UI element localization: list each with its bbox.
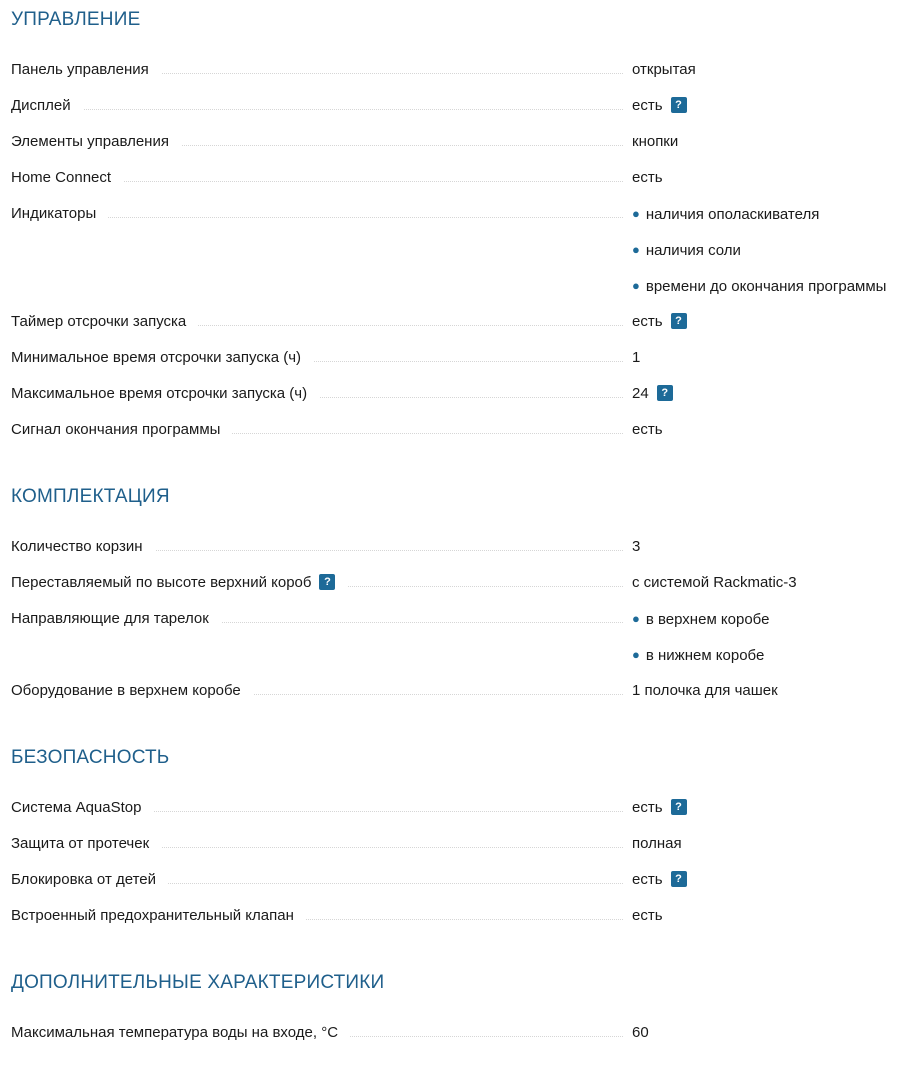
spec-label: Переставляемый по высоте верхний короб: [11, 574, 312, 591]
spec-label: Количество корзин: [11, 538, 155, 555]
spec-row-controls: [11, 130, 903, 154]
spec-label: Дисплей: [11, 97, 83, 114]
spec-value: есть: [632, 169, 663, 186]
bullet-icon: ●: [632, 242, 640, 257]
section-title-control: УПРАВЛЕНИЕ: [11, 9, 141, 30]
spec-value: есть: [632, 907, 663, 924]
spec-row-plate-guides: [11, 607, 903, 631]
help-icon[interactable]: ?: [657, 385, 673, 401]
spec-label: Защита от протечек: [11, 835, 161, 852]
bullet-icon: ●: [632, 278, 640, 293]
spec-value: есть: [632, 313, 663, 330]
spec-row-baskets: [11, 535, 903, 559]
bullet-icon: ●: [632, 647, 640, 662]
spec-label: Направляющие для тарелок: [11, 610, 221, 627]
bullet-icon: ●: [632, 206, 640, 221]
spec-label: Система AquaStop: [11, 799, 153, 816]
section-title-safety: БЕЗОПАСНОСТЬ: [11, 747, 170, 768]
spec-value: кнопки: [632, 133, 679, 150]
spec-value: наличия соли: [645, 242, 741, 259]
spec-row-aquastop: [11, 796, 903, 820]
spec-label: Home Connect: [11, 169, 123, 186]
spec-value: полная: [632, 835, 682, 852]
help-icon[interactable]: ?: [671, 799, 687, 815]
spec-row-max-delay: [11, 382, 903, 406]
spec-row-safety-valve: [11, 904, 903, 928]
section-title-extra: ДОПОЛНИТЕЛЬНЫЕ ХАРАКТЕРИСТИКИ: [11, 972, 385, 993]
spec-label: Элементы управления: [11, 133, 181, 150]
spec-value: в верхнем коробе: [645, 611, 770, 628]
spec-label: Максимальная температура воды на входе, °C: [11, 1024, 350, 1041]
spec-label: Максимальное время отсрочки запуска (ч): [11, 385, 319, 402]
spec-value: есть: [632, 871, 663, 888]
spec-value: времени до окончания программы: [645, 278, 887, 295]
spec-row-child-lock: [11, 868, 903, 892]
spec-row-indicators-cont: [11, 274, 903, 298]
help-icon[interactable]: ?: [671, 97, 687, 113]
help-icon[interactable]: ?: [671, 313, 687, 329]
spec-row-upper-rack-equipment: [11, 679, 903, 703]
help-icon[interactable]: ?: [671, 871, 687, 887]
spec-row-plate-guides-cont: [11, 643, 903, 667]
help-icon[interactable]: ?: [319, 574, 335, 590]
spec-row-home-connect: [11, 166, 903, 190]
spec-label: Таймер отсрочки запуска: [11, 313, 198, 330]
spec-label: Сигнал окончания программы: [11, 421, 232, 438]
spec-label: Панель управления: [11, 61, 161, 78]
spec-row-leak-protection: [11, 832, 903, 856]
spec-row-delay-timer: [11, 310, 903, 334]
spec-row-max-inlet-temp: [11, 1021, 903, 1045]
bullet-icon: ●: [632, 611, 640, 626]
spec-row-min-delay: [11, 346, 903, 370]
spec-value: наличия ополаскивателя: [645, 206, 820, 223]
spec-label: Встроенный предохранительный клапан: [11, 907, 306, 924]
spec-label: Индикаторы: [11, 205, 108, 222]
spec-value: с системой Rackmatic-3: [632, 574, 797, 591]
spec-row-control-panel: [11, 58, 903, 82]
spec-value: открытая: [632, 61, 696, 78]
spec-value: 1: [632, 349, 641, 366]
spec-row-indicators: [11, 202, 903, 226]
spec-value: в нижнем коробе: [645, 647, 765, 664]
spec-row-indicators-cont: [11, 238, 903, 262]
spec-value: 3: [632, 538, 641, 555]
spec-value: 24: [632, 385, 649, 402]
spec-label: Блокировка от детей: [11, 871, 168, 888]
section-title-equipment: КОМПЛЕКТАЦИЯ: [11, 486, 170, 507]
spec-row-end-signal: [11, 418, 903, 442]
spec-row-display: [11, 94, 903, 118]
spec-label: Минимальное время отсрочки запуска (ч): [11, 349, 313, 366]
spec-value: есть: [632, 799, 663, 816]
spec-row-adjustable-rack: [11, 571, 903, 595]
spec-value: 60: [632, 1024, 649, 1041]
spec-value: есть: [632, 421, 663, 438]
spec-value: 1 полочка для чашек: [632, 682, 778, 699]
spec-value: есть: [632, 97, 663, 114]
spec-label: Оборудование в верхнем коробе: [11, 682, 253, 699]
